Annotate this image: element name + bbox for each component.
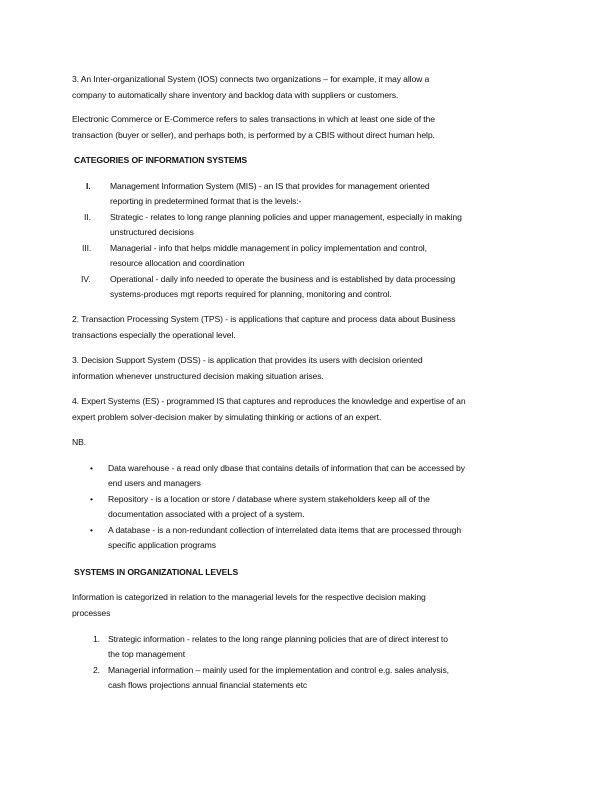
list-item-line: Strategic - relates to long range planning policies and upper management, especially in making xyxy=(110,212,462,222)
bullet-item-line: Data warehouse - a read only dbase that contains details of information that can be accessed by xyxy=(108,463,465,473)
list-marker: 2. xyxy=(93,665,100,675)
es-paragraph-line: expert problem solver-decision maker by simulating thinking or actions of an expert. xyxy=(72,412,382,422)
tps-paragraph-line: 2. Transaction Processing System (TPS) - is applications that capture and process data about Business xyxy=(72,314,456,324)
bullet-item-line: Repository - is a location or store / database where system stakeholders keep all of the xyxy=(108,494,430,504)
list-item-line: systems-produces mgt reports required for planning, monitoring and control. xyxy=(110,289,392,299)
ios-paragraph-line: 3. An Inter-organizational System (IOS) connects two organizations – for example, it may allow a xyxy=(72,74,430,84)
list-item-line: reporting in predetermined format that is the levels:- xyxy=(110,196,302,206)
bullet-icon: • xyxy=(90,494,93,504)
list-marker: I. xyxy=(86,181,91,191)
section-heading-categories: CATEGORIES OF INFORMATION SYSTEMS xyxy=(74,155,248,165)
info-paragraph-line: Information is categorized in relation to the managerial levels for the respective decision making xyxy=(72,592,426,602)
bullet-item-line: A database - is a non-redundant collection of interrelated data items that are processed through xyxy=(108,525,461,535)
list-item-line: Strategic information - relates to the long range planning policies that are of direct interest to xyxy=(108,634,448,644)
list-item-line: Managerial - info that helps middle management in policy implementation and control, xyxy=(110,243,427,253)
bullet-item-line: documentation associated with a project of a system. xyxy=(108,509,305,519)
list-marker: II. xyxy=(84,212,91,222)
bullet-icon: • xyxy=(90,525,93,535)
list-marker: 1. xyxy=(93,634,100,644)
list-marker: III. xyxy=(82,243,92,253)
dss-paragraph-line: 3. Decision Support System (DSS) - is application that provides its users with decision oriented xyxy=(72,355,423,365)
bullet-icon: • xyxy=(90,463,93,473)
bullet-item-line: specific application programs xyxy=(108,540,216,550)
list-item-line: the top management xyxy=(108,649,186,659)
bullet-item-line: end users and managers xyxy=(108,478,201,488)
info-paragraph-line: processes xyxy=(72,608,111,618)
list-item-line: Management Information System (MIS) - an IS that provides for management oriented xyxy=(110,181,430,191)
list-item-line: Operational - daily info needed to operate the business and is established by data processing xyxy=(110,274,456,284)
section-heading-levels: SYSTEMS IN ORGANIZATIONAL LEVELS xyxy=(74,567,239,577)
list-item-line: cash flows projections annual financial statements etc xyxy=(108,680,308,690)
es-paragraph-line: 4. Expert Systems (ES) - programmed IS that captures and reproduces the knowledge and expertise of an xyxy=(72,396,466,406)
list-item-line: resource allocation and coordination xyxy=(110,258,245,268)
list-item-line: Managerial information – mainly used for the implementation and control e.g. sales analysis, xyxy=(108,665,449,675)
ios-paragraph-line: company to automatically share inventory and backlog data with suppliers or customers. xyxy=(72,90,399,100)
dss-paragraph-line: information whenever unstructured decision making situation arises. xyxy=(72,371,324,381)
ecommerce-paragraph-line: Electronic Commerce or E-Commerce refers to sales transactions in which at least one side of the xyxy=(72,114,435,124)
list-item-line: unstructured decisions xyxy=(110,227,194,237)
nb-label: NB. xyxy=(72,437,87,447)
tps-paragraph-line: transactions especially the operational level. xyxy=(72,330,236,340)
list-marker: IV. xyxy=(81,274,91,284)
ecommerce-paragraph-line: transaction (buyer or seller), and perhaps both, is performed by a CBIS without direct human help. xyxy=(72,130,435,140)
